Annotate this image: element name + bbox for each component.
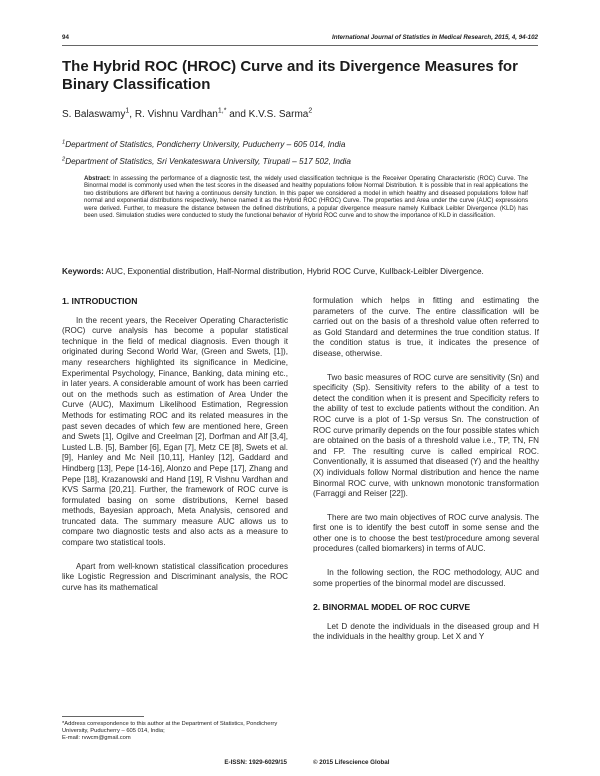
- paragraph: formulation which helps in fitting and estimating the parameters of the curve. The entire classification will be carried out on the basis of a threshold value often referred to as Gold Standard and determines the true condition status. If the condition status is true, it indicates the presence of disease, otherwise.: [313, 296, 539, 358]
- section-heading: 2. BINORMAL MODEL OF ROC CURVE: [313, 602, 471, 613]
- keywords-text: AUC, Exponential distribution, Half-Normal distribution, Hybrid ROC Curve, Kullback-Leibler Divergence.: [103, 267, 484, 276]
- paragraph: Two basic measures of ROC curve are sensitivity (Sn) and specificity (Sp). Sensitivity refers to the ability of a test to detect the condition when it is present and Specificity refers to the ability of test to exclude patients without the condition. An ROC curve is a plot of 1-Sp versus Sn. The construction of ROC curve primarily depends on the four possible states which are obtained on the basis of a threshold value i.e., TP, TN, FN and FP. The resulting curve is called empirical ROC. Conventionally, it is assumed that diseased (Y) and the healthy (X) individuals follow Normal distribution and hence the name Binormal ROC curve, with unknown monotonic transformation (Farraggi and Reiser [22]).: [313, 372, 539, 499]
- abstract: [84, 175, 528, 219]
- abstract-text: In assessing the performance of a diagnostic test, the widely used classification technique is the Receiver Operating Characteristic (ROC) Curve. The Binormal model is commonly used when the test scores in the diseased and healthy populations follow Normal Distribution. It is possible that in real applications the two distributions are different but having a continuous density function. In this paper we considered a model in which healthy and diseased populations follow half normal and exponential distributions respectively, hence named it as the Hybrid ROC (HROC) Curve. The properties and Area under the curve (AUC) expressions were derived. Further, to measure the distance between the defined distributions, a popular divergence measure namely Kullback Leibler Divergence (KLD) has been used. Simulation studies were conducted to study the functional behavior of Hybrid ROC curve and to show the importance of KLD in classification.: [84, 175, 528, 220]
- author-name: S. Balaswamy: [62, 109, 126, 120]
- page-number: 94: [62, 34, 69, 41]
- affiliation-1: $^1$Department of Statistics, Pondicherry University, Puducherry – 605 014, India: [62, 139, 346, 149]
- affiliation-2: $^2$Department of Statistics, Sri Venkateswara University, Tirupati – 517 502, India: [62, 156, 351, 166]
- paragraph: Apart from well-known statistical classification procedures like Logistic Regression and Discriminant analysis, the ROC curve has its mathematical: [62, 561, 288, 592]
- abstract-label: Abstract:: [84, 175, 111, 182]
- footnote: *Address correspondence to this author at the Department of Statistics, Pondicherry University, Puducherry – 605 014, India; E-mail: rvwcm@gmail.com: [62, 721, 278, 741]
- issn: E-ISSN: 1929-6029/15: [224, 759, 287, 766]
- right-column: [313, 296, 539, 656]
- paragraph: In the following section, the ROC methodology, AUC and some properties of the binormal model are discussed.: [313, 568, 539, 588]
- author-name: R. Vishnu Vardhan: [134, 109, 218, 120]
- paragraph: Let D denote the individuals in the diseased group and H the individuals in the healthy group. Let X and Y: [313, 621, 539, 642]
- section-heading: 1. INTRODUCTION: [62, 296, 138, 306]
- left-column: [62, 296, 288, 606]
- footnote-rule: [62, 716, 144, 717]
- keywords: [62, 267, 538, 277]
- author-name: K.V.S. Sarma: [248, 109, 309, 120]
- copyright: © 2015 Lifescience Global: [313, 759, 390, 766]
- author-affiliation-mark: 2: [308, 107, 313, 115]
- journal-citation: International Journal of Statistics in Medical Research, 2015, 4, 94-102: [332, 34, 538, 41]
- paragraph: In the recent years, the Receiver Operating Characteristic (ROC) curve analysis has become a popular statistical technique in the field of medical diagnosis. Even though it originated during Second World War, (Green and Swets, [1]), many researchers highlighted its significance in Medicine, Experimental Psychology, Finance, Banking, data mining etc., in later years. A considerable amount of work has been carried out on the methods such as estimation of Area Under the Curve (AUC), Maximum Likelihood Estimation, Regression Methods for estimating ROC and its related measures in the past seven decades of which few are mentioned here, Green and Swets [1], Ogilve and Creelman [2], Dorfman and Alf [3,4], Lusted L.B. [5], Bamber [6], Egan [7], Metz CE [8], Swets et al. [9], Hanley and Mc Neil [10,11], Hanley [12], Gaddard and Hindberg [13], Pepe [14-16], Alonzo and Pepe [17], Zhang and Pepe [18], Krazanowski and Hand [19], R Vishnu Vardhan and KVS Sarma [20,21]. Further, the framework of ROC curve is formulated basing on some distributions, Kernel based methods, Bayesian approach, Meta Analysis, censored and truncated data. The summary measure AUC allows us to compare two diagnostic tests and also acts as a measure to compare two statistical tools.: [62, 315, 288, 548]
- author-affiliation-mark: 1: [125, 107, 130, 115]
- header-rule: [62, 45, 538, 46]
- paragraph: There are two main objectives of ROC curve analysis. The first one is to identify the best cutoff in some sense and the other one is to choose the best test/procedure among several procedures (called biomarkers) in terms of AUC.: [313, 512, 539, 554]
- contact-email: E-mail: rvwcm@gmail.com: [62, 735, 131, 741]
- author-list: S. Balaswamy$^1$, R. Vishnu Vardhan$^{1,*}$ and K.V.S. Sarma$^2$: [62, 107, 313, 120]
- author-affiliation-mark: 1,*: [217, 107, 227, 115]
- keywords-label: Keywords:: [62, 267, 104, 276]
- paper-title: The Hybrid ROC (HROC) Curve and its Divergence Measures for Binary Classification: [62, 58, 518, 93]
